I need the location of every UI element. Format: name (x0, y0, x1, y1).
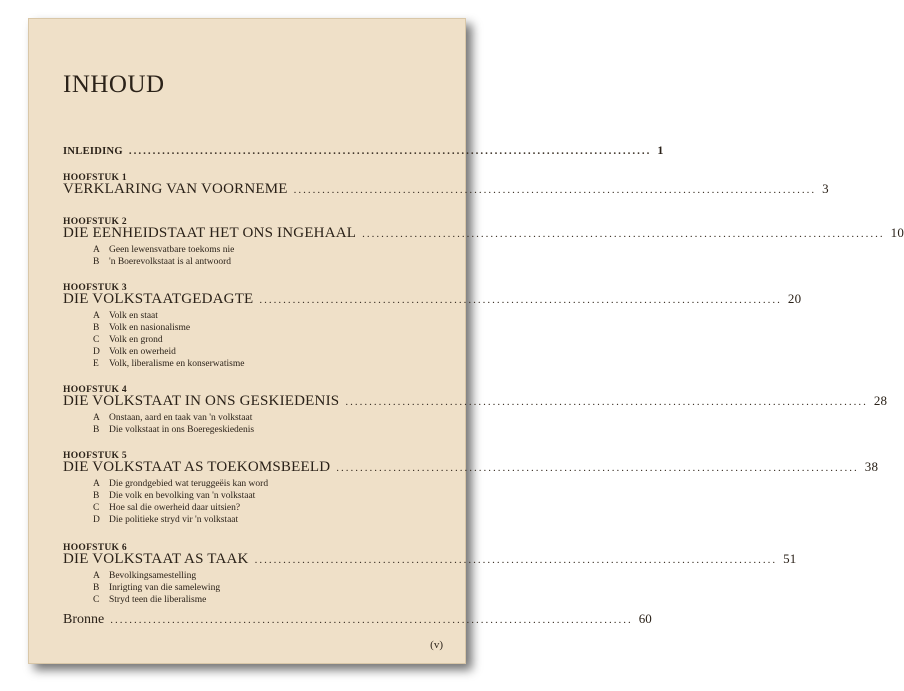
toc-page-number: 1 (657, 143, 664, 157)
section-entry: B Volk en nasionalisme (93, 323, 191, 333)
section-entry: A Volk en staat (93, 311, 158, 321)
section-entry: D Volk en owerheid (93, 347, 176, 357)
section-entry: A Geen lewensvatbare toekoms nie (93, 245, 235, 255)
toc-entry-chapter-5 (63, 459, 879, 476)
toc-entry-sources (63, 611, 652, 628)
leader-dots: .............................................................................................................. (254, 554, 778, 566)
chapter-title: DIE VOLKSTAAT AS TOEKOMSBEELD (63, 459, 331, 475)
sources-label: Bronne (63, 612, 105, 627)
section-entry: A Onstaan, aard en taak van 'n volkstaat (93, 413, 253, 423)
section-entry: B Inrigting van die samelewing (93, 583, 221, 593)
leader-dots: .............................................................................................................. (259, 294, 782, 306)
toc-page-number: 3 (822, 181, 829, 196)
leader-dots: .............................................................................................................. (128, 145, 652, 157)
chapter-title: DIE EENHEIDSTAAT HET ONS INGEHAAL (63, 225, 357, 241)
section-entry: E Volk, liberalisme en konserwatisme (93, 359, 245, 369)
chapter-label: HOOFSTUK 1 (63, 173, 127, 183)
section-entry: B Die volk en bevolking van 'n volkstaat (93, 491, 256, 501)
toc-entry-chapter-6 (63, 551, 797, 568)
document-page (28, 18, 904, 664)
toc-page-number: 20 (787, 291, 802, 306)
leader-dots: .............................................................................................................. (362, 228, 885, 240)
chapter-title: DIE VOLKSTAATGEDAGTE (63, 291, 254, 307)
section-entry: C Volk en grond (93, 335, 163, 345)
toc-entry-intro (63, 143, 664, 158)
chapter-title: DIE VOLKSTAAT IN ONS GESKIEDENIS (63, 393, 340, 409)
page-number: (v) (430, 639, 443, 651)
chapter-title: VERKLARING VAN VOORNEME (63, 181, 288, 197)
leader-dots: .............................................................................................................. (345, 396, 868, 408)
leader-dots: .............................................................................................................. (336, 462, 859, 474)
section-entry: C Stryd teen die liberalisme (93, 595, 207, 605)
page-title: INHOUD (63, 71, 165, 98)
chapter-label: HOOFSTUK 2 (63, 217, 127, 227)
chapter-label: HOOFSTUK 5 (63, 451, 127, 461)
section-entry: A Die grondgebied wat teruggeëis kan word (93, 479, 269, 489)
toc-entry-chapter-2 (63, 225, 904, 242)
leader-dots: .............................................................................................................. (110, 614, 633, 626)
toc-page-number: 51 (783, 551, 797, 566)
section-entry: B 'n Boerevolkstaat is al antwoord (93, 257, 232, 267)
toc-page-number: 38 (864, 459, 879, 474)
toc-entry-chapter-3 (63, 291, 802, 308)
toc-page-number: 60 (638, 611, 652, 626)
chapter-label: HOOFSTUK 4 (63, 385, 127, 395)
leader-dots: .............................................................................................................. (293, 184, 817, 196)
toc-page-number: 10 (890, 225, 904, 240)
chapter-label: HOOFSTUK 3 (63, 283, 127, 293)
toc-entry-chapter-1 (63, 181, 829, 198)
chapter-label: HOOFSTUK 6 (63, 543, 127, 553)
section-entry: D Die politieke stryd vir 'n volkstaat (93, 515, 239, 525)
toc-entry-label: INLEIDING (63, 146, 123, 157)
chapter-title: DIE VOLKSTAAT AS TAAK (63, 551, 249, 567)
toc-entry-chapter-4 (63, 393, 888, 410)
section-entry: C Hoe sal die owerheid daar uitsien? (93, 503, 241, 513)
toc-page-number: 28 (873, 393, 888, 408)
section-entry: B Die volkstaat in ons Boeregeskiedenis (93, 425, 255, 435)
section-entry: A Bevolkingsamestelling (93, 571, 197, 581)
